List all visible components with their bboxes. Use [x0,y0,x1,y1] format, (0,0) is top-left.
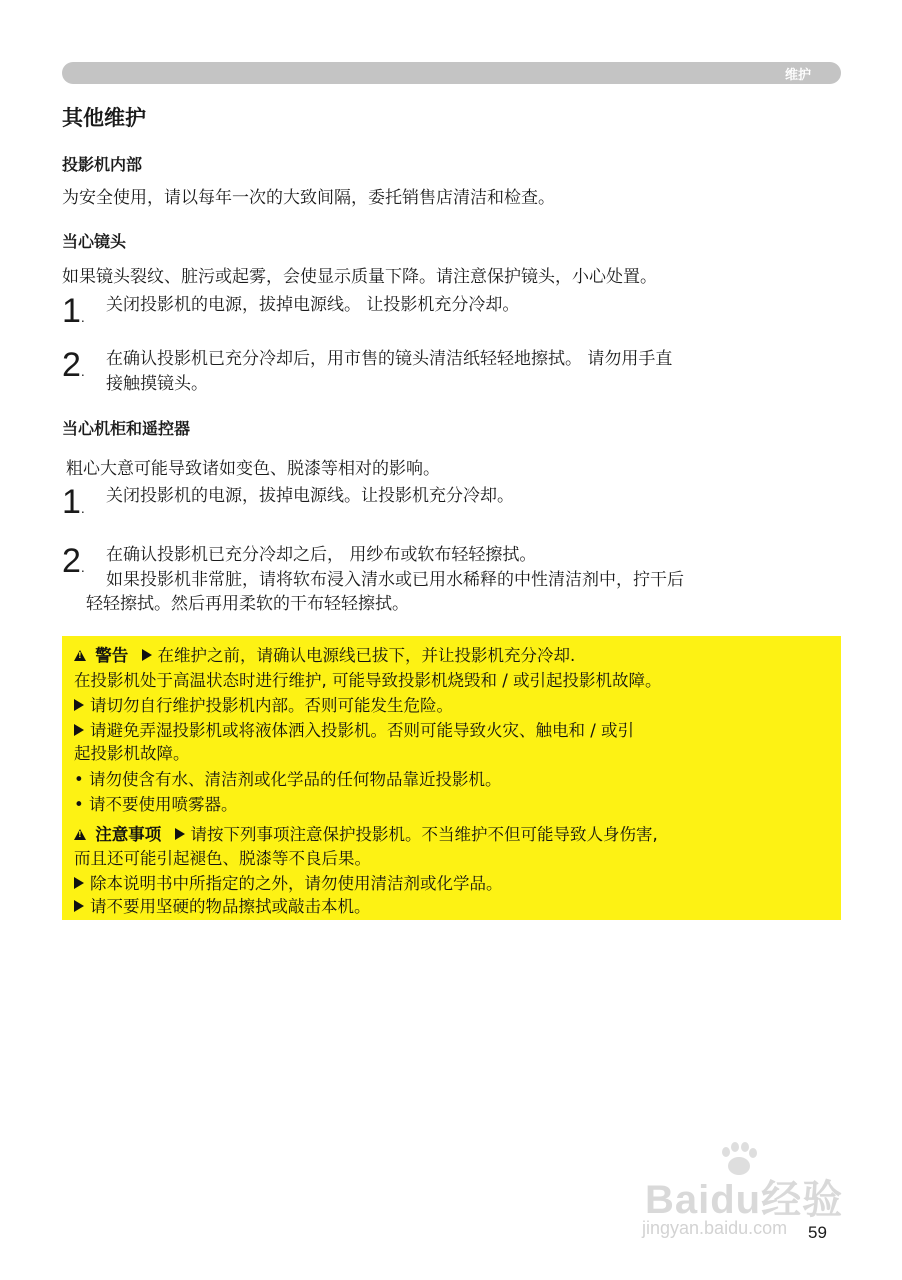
cabinet-step-2-number: 2. [62,542,85,580]
section-heading-lens: 当心镜头 [62,232,127,251]
caution-line-2: 而且还可能引起褪色、脱漆等不良后果。 [74,849,371,868]
chapter-header-bar [62,62,841,84]
caution-line-3: 除本说明书中所指定的之外，请勿使用清洁剂或化学品。 [90,874,503,893]
lens-text: 如果镜头裂纹、脏污或起雾，会使显示质量下降。请注意保护镜头，小心处置。 [62,267,657,287]
caution-line-4-row [74,893,371,917]
warning-icon [74,650,86,661]
page-number: 59 [808,1223,827,1242]
cabinet-step-1-text: 关闭投影机的电源，拔掉电源线。让投影机充分冷却。 [106,486,514,506]
warning-line-1: 在维护之前，请确认电源线已拔下，并让投影机充分冷却. [157,646,576,665]
warning-line-4-row [74,717,634,741]
caution-line-1: 请按下列事项注意保护投影机。不当维护不但可能导致人身伤害, [190,825,658,844]
cabinet-step-2-line-1: 在确认投影机已充分冷却之后， 用纱布或软布轻轻擦拭。 [106,545,537,565]
cabinet-step-1-number: 1. [62,483,85,521]
lens-step-1-number: 1. [62,292,85,330]
section-heading-interior: 投影机内部 [62,155,143,174]
warning-line-3: 请切勿自行维护投影机内部。否则可能发生危险。 [90,696,453,715]
arrow-icon [74,724,84,736]
lens-step-2-line-2: 接触摸镜头。 [106,374,208,394]
warning-title: 警告 [95,646,129,665]
cabinet-text: 粗心大意可能导致诸如变色、脱漆等相对的影响。 [66,459,440,479]
caution-icon [74,829,86,840]
caution-title-line [74,821,658,845]
section-heading-cabinet: 当心机柜和遥控器 [62,419,191,438]
caution-line-3-row [74,870,503,894]
warning-line-6: • 请勿使含有水、清洁剂或化学品的任何物品靠近投影机。 [74,770,502,789]
caution-title: 注意事项 [95,825,162,844]
warning-line-2: 在投影机处于高温状态时进行维护, 可能导致投影机烧毁和 / 或引起投影机故障。 [74,671,662,690]
page-title: 其他维护 [62,106,146,130]
warning-line-4: 请避免弄湿投影机或将液体洒入投影机。否则可能导致火灾、触电和 / 或引 [90,721,635,740]
warning-title-line [74,642,575,666]
caution-line-4: 请不要用坚硬的物品擦拭或敲击本机。 [90,897,371,916]
baidu-watermark-logo: Baidu经验 [645,1178,844,1222]
baidu-watermark-url: jingyan.baidu.com [642,1218,788,1238]
arrow-icon [74,699,84,711]
warning-line-7: • 请不要使用喷雾器。 [74,795,238,814]
arrow-icon [74,877,84,889]
lens-step-2-number: 2. [62,346,85,384]
warning-line-3-row [74,692,453,716]
warning-box [62,636,841,920]
arrow-icon [142,649,152,661]
lens-step-1-text: 关闭投影机的电源，拔掉电源线。 让投影机充分冷却。 [106,295,520,315]
interior-text: 为安全使用，请以每年一次的大致间隔，委托销售店清洁和检查。 [62,188,555,208]
chapter-label: 维护 [784,68,811,83]
lens-step-2-line-1: 在确认投影机已充分冷却后，用市售的镜头清洁纸轻轻地擦拭。 请勿用手直 [106,349,673,369]
cabinet-step-2-line-3: 轻轻擦拭。然后再用柔软的干布轻轻擦拭。 [86,594,409,614]
cabinet-step-2-line-2: 如果投影机非常脏，请将软布浸入清水或已用水稀释的中性清洁剂中，拧干后 [106,570,684,590]
arrow-icon [175,828,185,840]
arrow-icon [74,900,84,912]
warning-line-5: 起投影机故障。 [74,744,190,763]
